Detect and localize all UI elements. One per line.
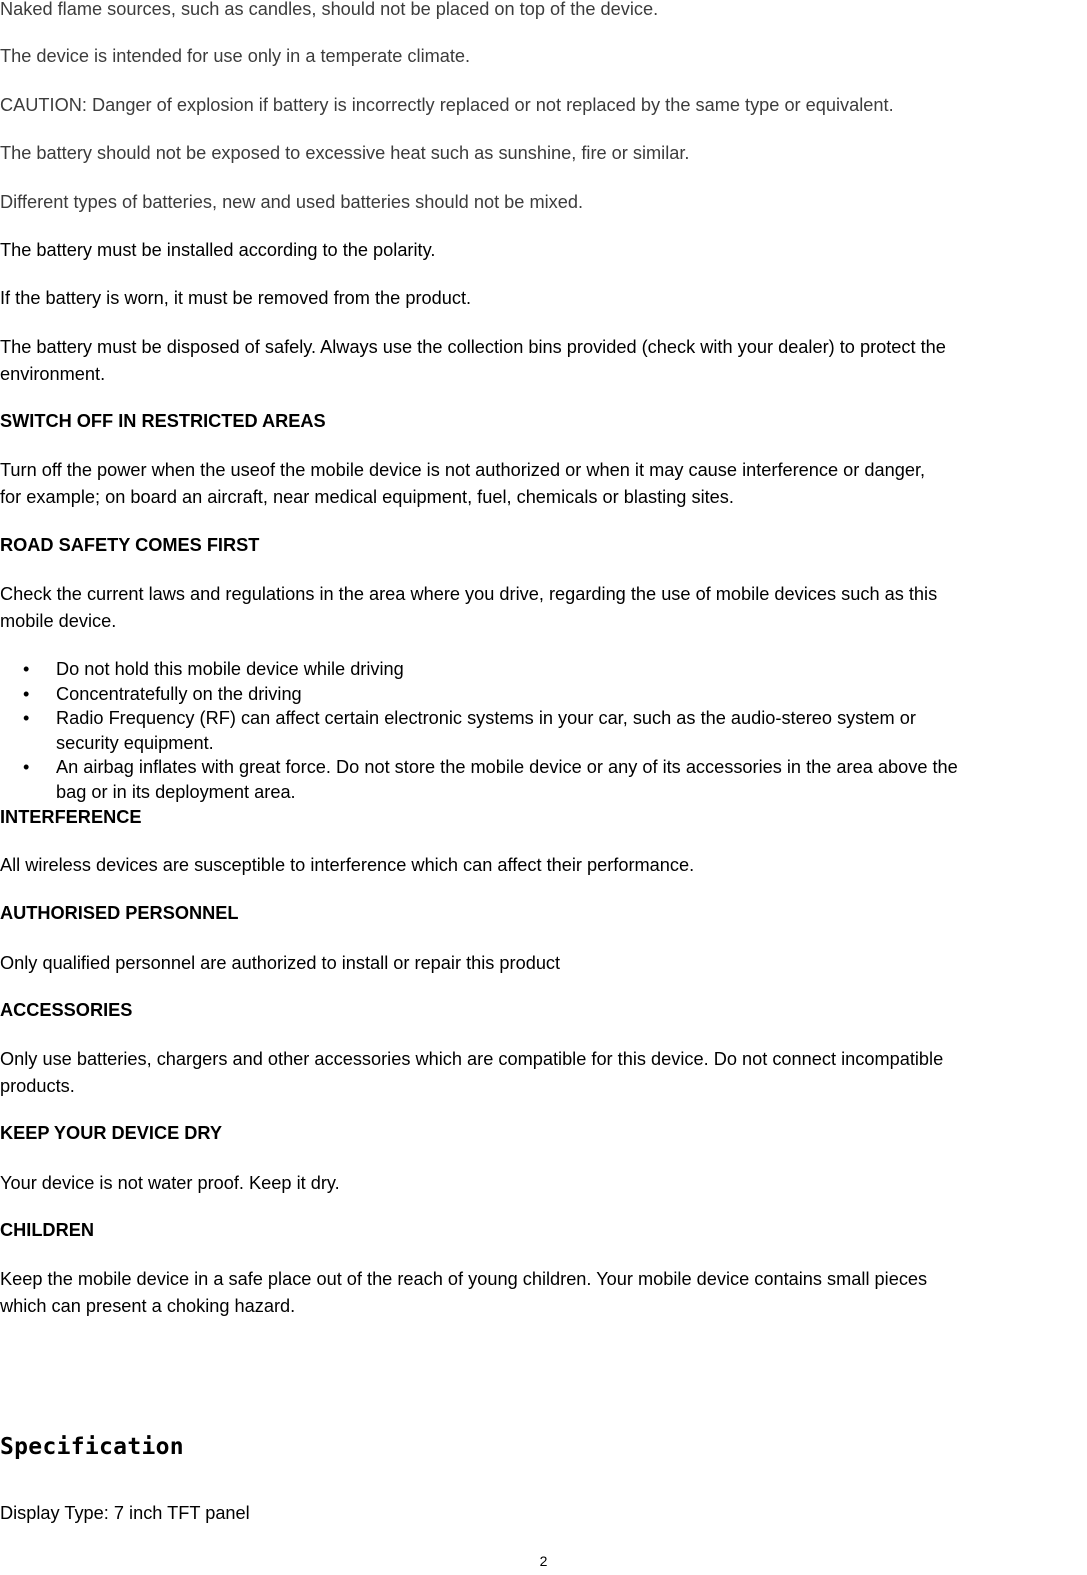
restricted-text-line2: for example; on board an aircraft, near medical equipment, fuel, chemicals or blasting sites. [0,487,734,507]
paragraph-mixed: Different types of batteries, new and used batteries should not be mixed. [0,192,584,212]
bullet-icon: • [23,659,30,679]
list-item-text: An airbag inflates with great force. Do not store the mobile device or any of its accessories in the area above the [56,757,958,777]
list-item-text: Concentratefully on the driving [56,683,302,704]
road-text-line2: mobile device. [0,611,117,631]
accessories-text-line2: products. [0,1076,75,1096]
list-item [0,755,958,804]
list-item-text-continued: bag or in its deployment area. [56,781,296,802]
list-item-text: Radio Frequency (RF) can affect certain electronic systems in your car, such as the audio-stereo system or [56,708,916,728]
paragraph-flame: Naked flame sources, such as candles, should not be placed on top of the device. [0,0,659,19]
page-number: 2 [539,1553,548,1569]
paragraph-caution: CAUTION: Danger of explosion if battery is incorrectly replaced or not replaced by the same type or equivalent. [0,95,894,115]
road-safety-bullet-list [0,657,958,804]
heading-restricted-areas: SWITCH OFF IN RESTRICTED AREAS [0,411,326,431]
list-item [0,657,958,682]
heading-road-safety: ROAD SAFETY COMES FIRST [0,535,260,555]
paragraph-heat: The battery should not be exposed to excessive heat such as sunshine, fire or similar. [0,143,690,163]
accessories-text-line1: Only use batteries, chargers and other accessories which are compatible for this device. Do not connect incompatible [0,1049,944,1069]
dry-text: Your device is not water proof. Keep it dry. [0,1173,340,1193]
list-item [0,706,958,755]
paragraph-disposal-line1: The battery must be disposed of safely. Always use the collection bins provided (check with your dealer) to protect the [0,337,946,357]
list-item-text-continued: security equipment. [56,732,214,753]
bullet-icon: • [23,683,30,704]
interference-text: All wireless devices are susceptible to interference which can affect their performance. [0,855,695,875]
personnel-text: Only qualified personnel are authorized to install or repair this product [0,953,561,973]
list-item [0,682,958,707]
bullet-icon: • [23,708,30,728]
bullet-icon: • [23,757,30,777]
children-text-line1: Keep the mobile device in a safe place out of the reach of young children. Your mobile device contains small pieces [0,1269,928,1289]
children-text-line2: which can present a choking hazard. [0,1296,296,1316]
heading-keep-dry: KEEP YOUR DEVICE DRY [0,1123,223,1143]
specification-title: Specification [0,1434,184,1460]
restricted-text-line1: Turn off the power when the useof the mobile device is not authorized or when it may cause interference or danger, [0,460,926,480]
heading-interference: INTERFERENCE [0,807,142,827]
display-type-spec: Display Type: 7 inch TFT panel [0,1503,250,1523]
road-text-line1: Check the current laws and regulations in the area where you drive, regarding the use of mobile devices such as this [0,584,938,604]
heading-children: CHILDREN [0,1220,94,1240]
paragraph-disposal-line2: environment. [0,364,106,384]
heading-authorised-personnel: AUTHORISED PERSONNEL [0,903,239,923]
paragraph-climate: The device is intended for use only in a temperate climate. [0,46,471,66]
paragraph-worn: If the battery is worn, it must be removed from the product. [0,288,472,308]
paragraph-polarity: The battery must be installed according to the polarity. [0,240,436,260]
heading-accessories: ACCESSORIES [0,1000,133,1020]
list-item-text: Do not hold this mobile device while driving [56,659,404,679]
